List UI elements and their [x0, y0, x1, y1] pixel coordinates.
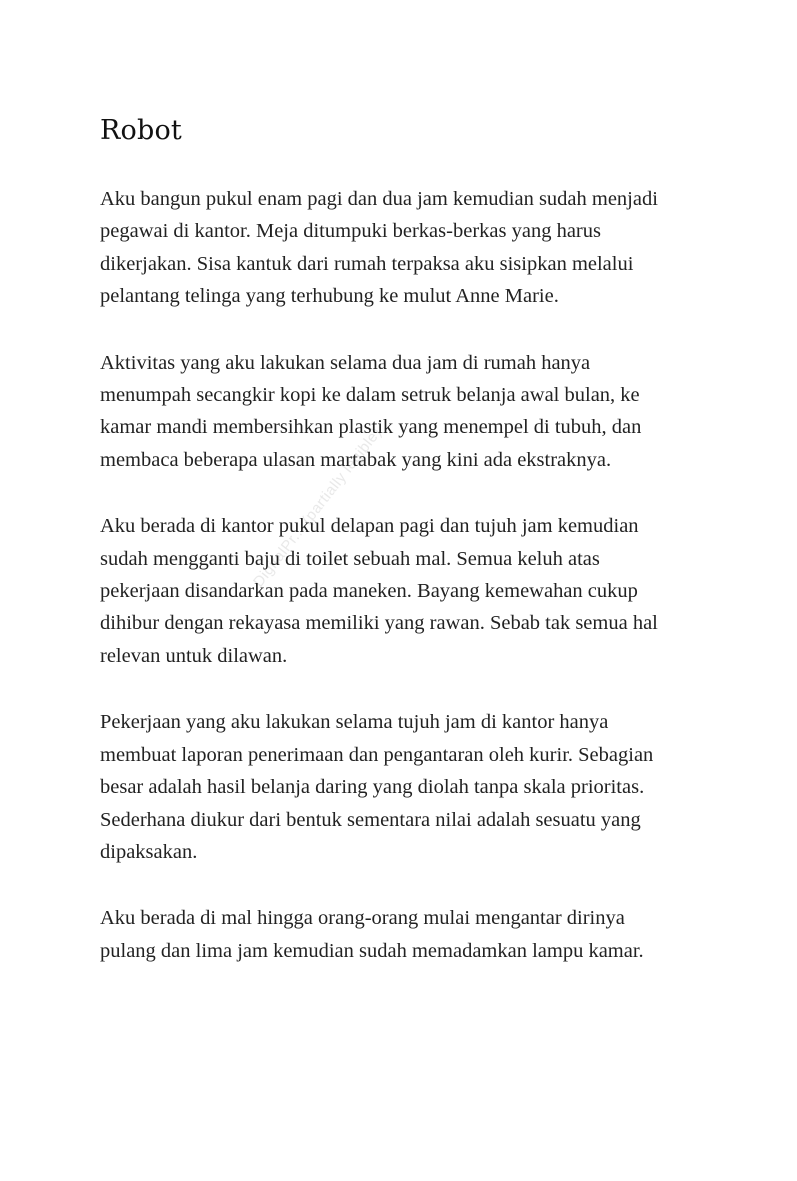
- text-line: pelantang telinga yang terhubung ke mulut Anne Marie.: [100, 285, 559, 308]
- text-line: membaca beberapa ulasan martabak yang kini ada ekstraknya.: [100, 448, 612, 471]
- body-text: [100, 183, 740, 1001]
- watermark: DigitalPr... (partially legible): [250, 424, 386, 591]
- text-line: Aktivitas yang aku lakukan selama dua jam di rumah hanya: [100, 351, 591, 374]
- text-line: kamar mandi membersihkan plastik yang menempel di tubuh, dan: [100, 416, 642, 439]
- paragraph-2: [100, 347, 740, 477]
- text-line: menumpah secangkir kopi ke dalam setruk belanja awal bulan, ke: [100, 384, 640, 407]
- paragraph-1: [100, 183, 740, 313]
- text-line: Aku bangun pukul enam pagi dan dua jam kemudian sudah menjadi: [100, 188, 658, 210]
- text-line: relevan untuk dilawan.: [100, 644, 288, 667]
- text-line: dihibur dengan rekayasa memiliki yang rawan. Sebab tak semua hal: [100, 612, 658, 635]
- text-line: pulang dan lima jam kemudian sudah memadamkan lampu kamar.: [100, 939, 644, 962]
- text-line: Aku berada di mal hingga orang-orang mulai mengantar dirinya: [100, 907, 625, 930]
- text-line: sudah mengganti baju di toilet sebuah mal. Semua keluh atas: [100, 547, 600, 570]
- text-line: membuat laporan penerimaan dan pengantaran oleh kurir. Sebagian: [100, 743, 654, 766]
- text-line: Pekerjaan yang aku lakukan selama tujuh jam di kantor hanya: [100, 711, 609, 734]
- paragraph-5: [100, 902, 740, 967]
- paragraph-4: [100, 706, 740, 868]
- text-line: besar adalah hasil belanja daring yang diolah tanpa skala prioritas.: [100, 776, 645, 799]
- paragraph-3: [100, 510, 740, 672]
- text-line: Sederhana diukur dari bentuk sementara nilai adalah sesuatu yang: [100, 808, 641, 831]
- text-line: Aku berada di kantor pukul delapan pagi dan tujuh jam kemudian: [100, 515, 639, 538]
- text-line: dikerjakan. Sisa kantuk dari rumah terpaksa aku sisipkan melalui: [100, 252, 634, 275]
- text-line: pegawai di kantor. Meja ditumpuki berkas-berkas yang harus: [100, 220, 601, 243]
- text-line: dipaksakan.: [100, 840, 198, 863]
- chapter-title: Robot: [100, 115, 182, 146]
- text-line: pekerjaan disandarkan pada maneken. Bayang kemewahan cukup: [100, 580, 638, 603]
